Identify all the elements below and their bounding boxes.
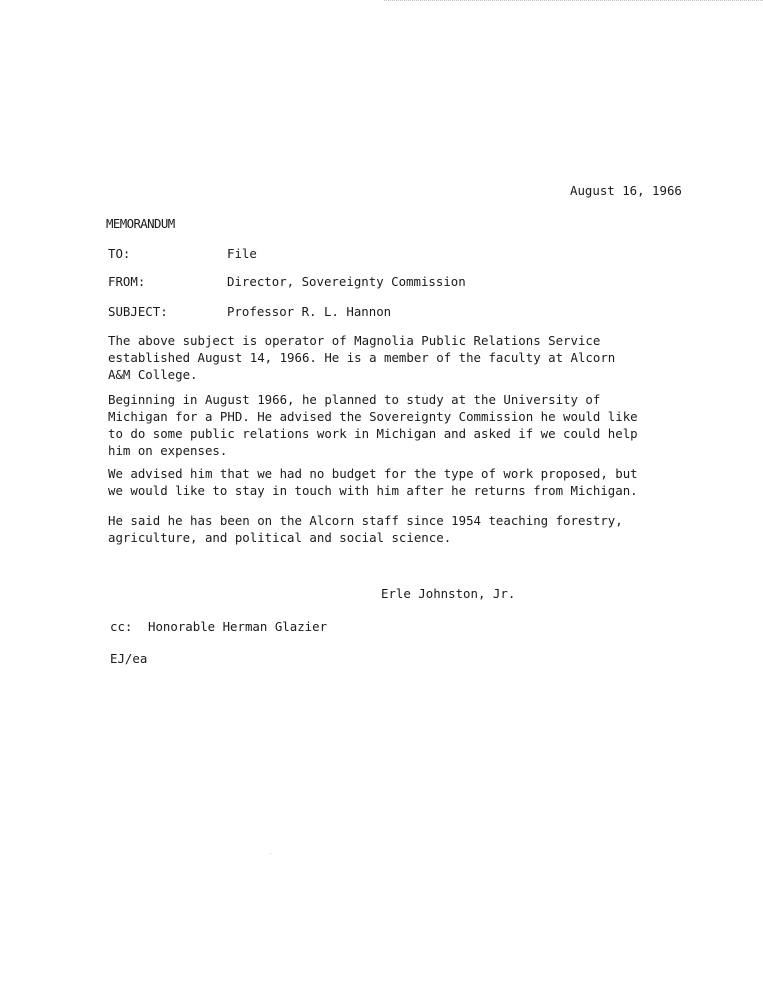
dotted-top-edge	[384, 0, 763, 1]
cc-label: cc:	[110, 619, 133, 634]
paragraph-line: We advised him that we had no budget for the type of work proposed, but	[108, 466, 638, 481]
paragraph-line: A&M College.	[108, 367, 198, 382]
paragraph-line: Michigan for a PHD. He advised the Sovereignty Commission he would like	[108, 409, 638, 424]
paragraph-study-plans	[108, 391, 668, 459]
subject-label: SUBJECT:	[108, 304, 168, 319]
paragraph-line: we would like to stay in touch with him after he returns from Michigan.	[108, 483, 638, 498]
paragraph-budget	[108, 465, 668, 499]
paragraph-staff-history	[108, 512, 668, 546]
typist-initials: EJ/ea	[110, 651, 148, 666]
subject-value: Professor R. L. Hannon	[227, 304, 392, 319]
paragraph-line: agriculture, and political and social science.	[108, 530, 452, 545]
memo-date: August 16, 1966	[570, 183, 682, 198]
paragraph-line: Beginning in August 1966, he planned to study at the University of	[108, 392, 601, 407]
paper-speck	[270, 853, 271, 854]
paragraph-line: him on expenses.	[108, 443, 228, 458]
paragraph-line: He said he has been on the Alcorn staff since 1954 teaching forestry,	[108, 513, 623, 528]
cc-value: Honorable Herman Glazier	[148, 619, 328, 634]
signature: Erle Johnston, Jr.	[381, 586, 516, 601]
paragraph-operator	[108, 332, 668, 383]
to-value: File	[227, 246, 257, 261]
to-label: TO:	[108, 246, 131, 261]
memo-heading: MEMORANDUM	[106, 216, 175, 231]
from-value: Director, Sovereignty Commission	[227, 274, 466, 289]
from-label: FROM:	[108, 274, 146, 289]
paragraph-line: to do some public relations work in Michigan and asked if we could help	[108, 426, 638, 441]
paragraph-line: The above subject is operator of Magnolia Public Relations Service	[108, 333, 601, 348]
paragraph-line: established August 14, 1966. He is a member of the faculty at Alcorn	[108, 350, 616, 365]
